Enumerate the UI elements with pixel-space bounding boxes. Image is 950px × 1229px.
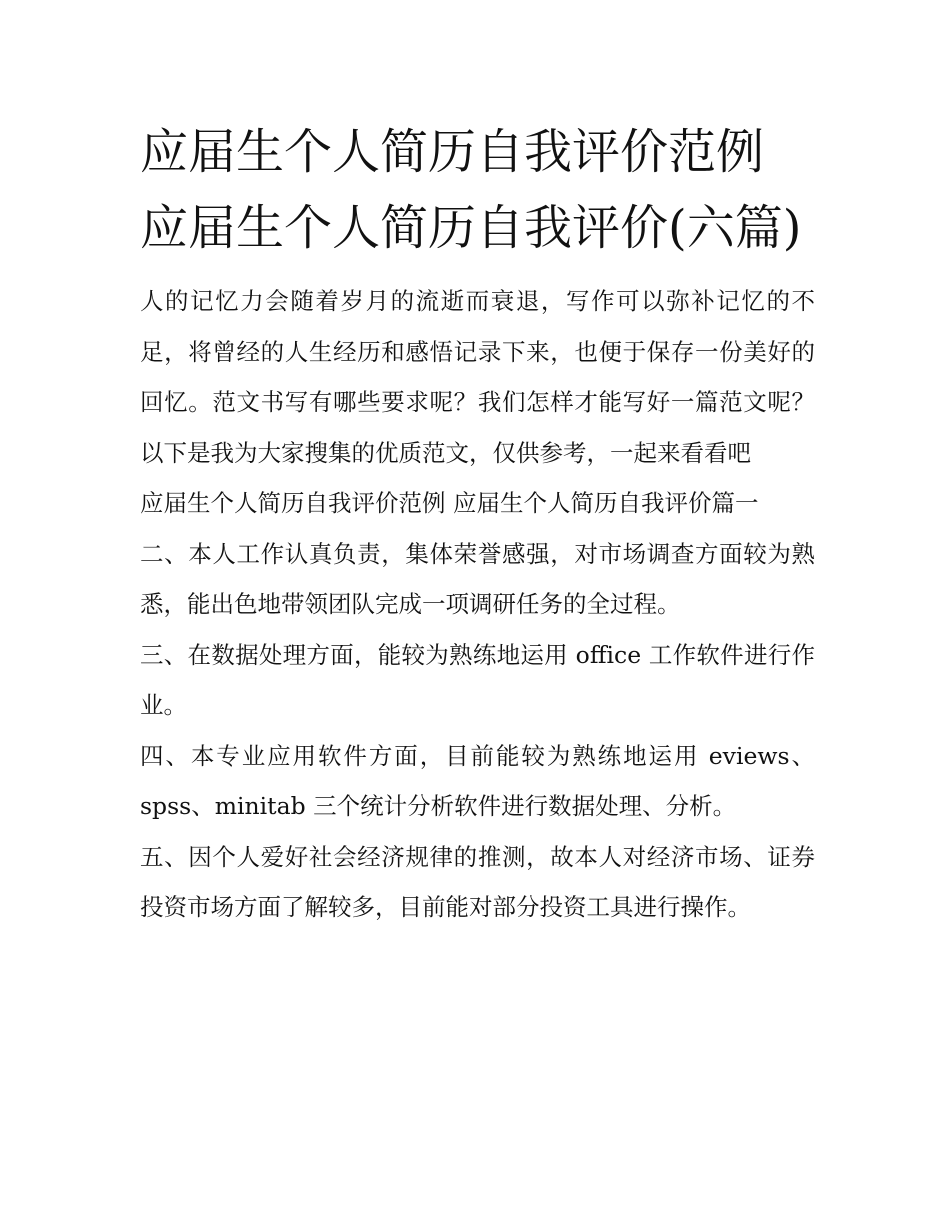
document-title: 应届生个人简历自我评价范例 应届生个人简历自我评价(六篇) [140, 124, 802, 256]
section-heading: 应届生个人简历自我评价范例 应届生个人简历自我评价篇一 [140, 489, 759, 517]
list-item: 五、因个人爱好社会经济规律的推测，故本人对经济市场、证券投资市场方面了解较多，目前能对部分投资工具进行操作。 [140, 842, 815, 921]
list-item: 三、在数据处理方面，能较为熟练地运用 office 工作软件进行作业。 [140, 640, 815, 719]
list-item: 四、本专业应用软件方面，目前能较为熟练地运用 eviews、spss、minitab 三个统计分析软件进行数据处理、分析。 [140, 741, 815, 820]
intro-paragraph: 人的记忆力会随着岁月的流逝而衰退，写作可以弥补记忆的不足，将曾经的人生经历和感悟记录下来，也便于保存一份美好的回忆。范文书写有哪些要求呢？我们怎样才能写好一篇范文呢？以下是我为大家搜集的优质范文，仅供参考，一起来看看吧 [140, 287, 815, 467]
document-body [140, 114, 815, 933]
list-item: 二、本人工作认真负责，集体荣誉感强，对市场调查方面较为熟悉，能出色地带领团队完成一项调研任务的全过程。 [140, 539, 815, 618]
